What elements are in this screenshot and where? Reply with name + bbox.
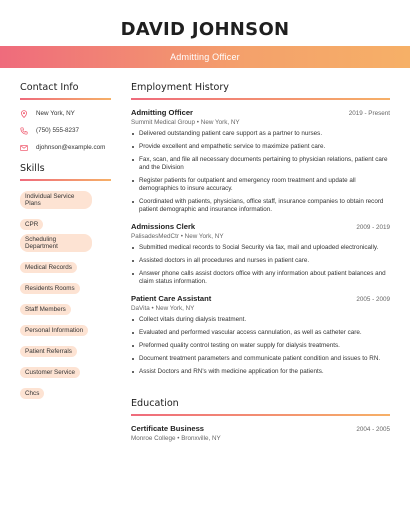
separator-dot: • <box>151 305 154 312</box>
job-employer-line <box>131 119 390 126</box>
employment-section-title: Employment History <box>131 82 229 93</box>
contact-divider <box>20 98 111 100</box>
school-line <box>131 435 390 442</box>
job-bullets <box>131 244 390 286</box>
job-bullet: Preformed quality control testing on water supply for dialysis treatments. <box>131 342 390 350</box>
separator-dot: • <box>196 119 200 126</box>
left-column <box>20 82 111 403</box>
job-title: Patient Care Assistant <box>131 294 212 303</box>
contact-section-title: Contact Info <box>20 82 79 93</box>
location-text: New York, NY <box>36 110 75 117</box>
job-bullet: Collect vitals during dialysis treatment. <box>131 316 390 324</box>
job-title: Admissions Clerk <box>131 222 196 231</box>
job-title: Admitting Officer <box>131 108 194 117</box>
job-bullet: Assist Doctors and RN's with medicine application for the patients. <box>131 368 390 376</box>
email-text[interactable]: djohnson@example.com <box>36 144 106 151</box>
job-date: 2009 - 2019 <box>356 224 390 231</box>
job-date: 2005 - 2009 <box>356 296 390 303</box>
job-employer: DaVita <box>131 305 150 312</box>
job-bullet: Coordinated with patients, physicians, office staff, insurance companies to obtain record patient demographic and insurance information. <box>131 198 390 214</box>
job-entry <box>131 222 390 286</box>
skill-pill: Medical Records <box>20 262 77 273</box>
skill-pill: Chcs <box>20 388 44 399</box>
job-bullet: Document treatment parameters and communicate patient condition and issues to RN. <box>131 355 390 363</box>
headline-banner <box>0 46 410 68</box>
job-bullet: Evaluated and performed vascular access cannulation, as well as catheter care. <box>131 329 390 337</box>
job-bullets <box>131 316 390 376</box>
skill-pill: Patient Referrals <box>20 346 77 357</box>
job-bullet: Answer phone calls assist doctors office with any information about patient balances and claim status information. <box>131 270 390 286</box>
job-employer-line <box>131 233 390 240</box>
envelope-icon <box>20 144 28 152</box>
job-bullets <box>131 130 390 214</box>
skill-pill: CPR <box>20 219 43 230</box>
candidate-name: DAVID JOHNSON <box>120 19 290 40</box>
job-bullet: Register patients for outpatient and emergency room treatment and update all demographics to insure accuracy. <box>131 177 390 193</box>
job-bullet: Fax, scan, and file all necessary documents pertaining to physician relations, patient care and the Division <box>131 156 390 172</box>
job-entry <box>131 294 390 376</box>
skills-divider <box>20 179 111 181</box>
skill-pill: Customer Service <box>20 367 80 378</box>
skills-section-title: Skills <box>20 163 45 174</box>
phone-icon <box>20 127 28 135</box>
job-bullet: Submitted medical records to Social Security via fax, mail and uploaded electronically. <box>131 244 390 252</box>
education-entry <box>131 424 390 442</box>
job-date: 2019 - Present <box>348 110 390 117</box>
education-section-title: Education <box>131 398 179 409</box>
job-entry <box>131 108 390 214</box>
contact-phone <box>20 127 111 135</box>
skill-pill: Personal Information <box>20 325 88 336</box>
contact-email <box>20 144 111 152</box>
skill-pill: Scheduling Department <box>20 234 92 252</box>
education-date: 2004 - 2005 <box>356 426 390 433</box>
skills-list <box>20 191 111 403</box>
job-location: New York, NY <box>155 305 195 312</box>
job-employer: PalisadesMedCtr <box>131 233 179 240</box>
skill-pill: Residents Rooms <box>20 283 80 294</box>
job-employer: Summit Medical Group <box>131 119 196 126</box>
contact-list <box>20 110 111 152</box>
right-column <box>131 82 390 442</box>
job-location: New York, NY <box>200 119 240 126</box>
job-bullet: Provide excellent and empathetic service to maximize patient care. <box>131 143 390 151</box>
separator-dot: • <box>177 435 180 442</box>
headline-text: Admitting Officer <box>170 52 240 62</box>
location-pin-icon <box>20 110 28 118</box>
job-bullet: Assisted doctors in all procedures and nurses in patient care. <box>131 257 390 265</box>
skill-pill: Staff Members <box>20 304 71 315</box>
school-name: Monroe College <box>131 435 176 442</box>
employment-divider <box>131 98 390 100</box>
job-employer-line <box>131 305 390 312</box>
phone-text: (750) 555-8237 <box>36 127 80 134</box>
separator-dot: • <box>180 233 183 240</box>
job-bullet: Delivered outstanding patient care support as a partner to nurses. <box>131 130 390 138</box>
degree-title: Certificate Business <box>131 424 205 433</box>
skill-pill: Individual Service Plans <box>20 191 92 209</box>
contact-location <box>20 110 111 118</box>
school-location: Bronxville, NY <box>181 435 221 442</box>
education-divider <box>131 414 390 416</box>
job-location: New York, NY <box>184 233 224 240</box>
